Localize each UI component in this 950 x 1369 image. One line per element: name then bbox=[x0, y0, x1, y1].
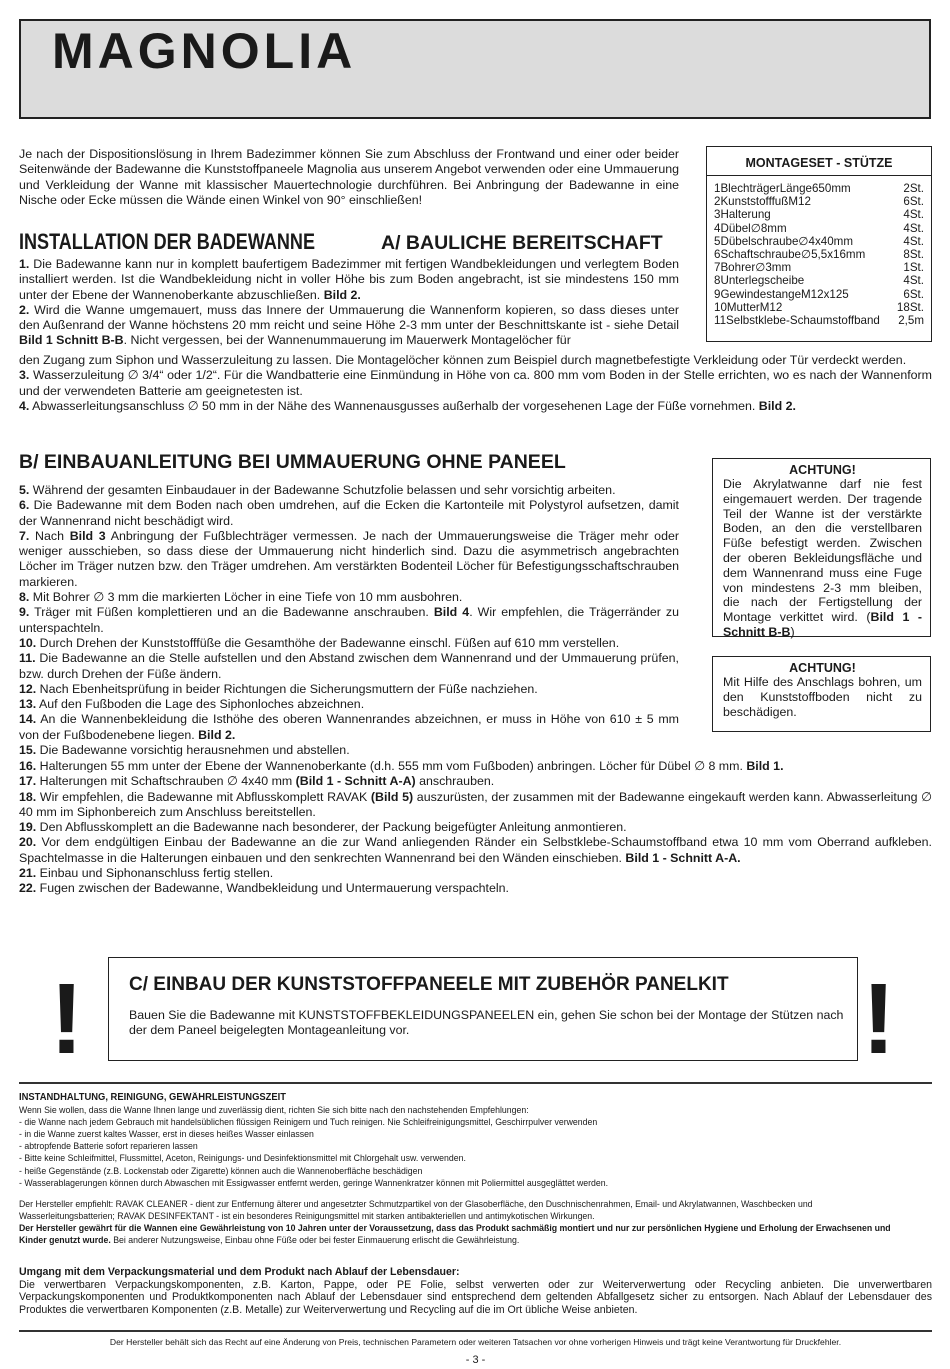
montageset-item-qty: 8St. bbox=[903, 248, 924, 262]
montageset-item bbox=[714, 261, 924, 274]
warning-title: ACHTUNG! bbox=[789, 661, 856, 675]
warranty-line-2 bbox=[19, 1234, 931, 1246]
step-text: Vor dem endgültigen Einbau der Badewanne an die zur Wand anliegenden Ränder ein Selbstklebe-Schaumstoffband etwa 10 mm vom Oberrand aufkleben. Spachtelmasse in die Halterungen einbauen und den senkrechten Wannenrand bei den Wänden einschieben. bbox=[19, 835, 932, 865]
montageset-item-name: 2KunststofffußM12 bbox=[714, 195, 811, 209]
warning-box-1 bbox=[712, 458, 931, 637]
step-text: Mit Bohrer ∅ 3 mm die markierten Löcher in eine Tiefe von 10 mm ausbohren. bbox=[29, 590, 463, 605]
montageset-item-qty: 6St. bbox=[903, 287, 924, 301]
maintenance-line: - die Wanne nach jedem Gebrauch mit handelsüblichen flüssigen Reinigern und Tuch reinigen. Nie Schleifreinigungsmittel, Geschirrpulver verwenden bbox=[19, 1117, 598, 1128]
maintenance-line: - abtropfende Batterie sofort reparieren lassen bbox=[19, 1141, 198, 1152]
page-number: - 3 - bbox=[465, 1354, 486, 1366]
step-number: 19. bbox=[19, 820, 37, 835]
paragraph-2 bbox=[19, 303, 679, 349]
step-number: 12. bbox=[19, 681, 37, 696]
step-19 bbox=[19, 820, 932, 835]
paragraph-text: . Nicht vergessen, bei der Wannenummauerung im Mauerwerk Montagelöcher für bbox=[123, 333, 571, 348]
section-b-body-full bbox=[19, 759, 932, 897]
paragraph-2-continued: den Zugang zum Siphon und Wasserzuleitung zu lassen. Die Montagelöcher können zum Beispiel durch magnetbefestigte Verkleidung oder Tür verdeckt werden. bbox=[19, 353, 907, 367]
footer-disclaimer: Der Hersteller behält sich das Recht auf eine Änderung von Preis, technischen Parametern oder weiteren Tatsachen vor ohne vorherigen Hinweis und trägt keine Verantwortung für Druckfehler. bbox=[109, 1337, 842, 1347]
step-number: 22. bbox=[19, 881, 37, 896]
step-text: Während der gesamten Einbaudauer in der Badewanne Schutzfolie belassen und sehr vorsichtig arbeiten. bbox=[29, 483, 616, 497]
step-number: 16. bbox=[19, 759, 37, 773]
paragraph-3 bbox=[19, 368, 932, 399]
section-b-body bbox=[19, 483, 679, 758]
warranty-line-1: Der Hersteller gewährt für die Wannen eine Gewährleistung von 10 Jahren unter der Voraussetzung, dass das Produkt sachmäßig montiert und nur zur persönlichen Hygiene und Erholung der Erwachsenen und bbox=[19, 1222, 891, 1233]
section-b-heading: B/ EINBAUANLEITUNG BEI UMMAUERUNG OHNE PANEEL bbox=[19, 451, 566, 473]
paragraph-text: Wird die Wanne umgemauert, muss das Innere der Ummauerung die Wannenform kopieren, so dass dieses unter den Außenrand der Wanne höchstens 20 mm reicht und seine Höhe 2-3 mm unter der Beschnittskante ist - siehe Detail bbox=[19, 302, 679, 333]
montageset-item bbox=[714, 235, 924, 248]
maintenance-line: - heiße Gegenstände (z.B. Lockenstab oder Zigarette) können auch die Wannenoberfläche beschädigen bbox=[19, 1165, 423, 1176]
figure-reference: Bild 1. bbox=[746, 759, 784, 773]
figure-reference: Bild 1 - Schnitt A-A. bbox=[625, 850, 741, 865]
step-number: 21. bbox=[19, 866, 37, 881]
step-number: 6. bbox=[19, 498, 30, 513]
section-a-heading: A/ BAULICHE BEREITSCHAFT bbox=[381, 232, 663, 254]
montageset-item-name: 10MutterM12 bbox=[714, 300, 783, 314]
warning-title: ACHTUNG! bbox=[789, 463, 856, 477]
paragraph-number: 1. bbox=[19, 257, 30, 271]
figure-reference: Bild 2. bbox=[758, 398, 796, 413]
section-a-body-full bbox=[19, 353, 932, 414]
step-20 bbox=[19, 835, 932, 866]
step-text: . Wir empfehlen, die Trägerränder zu unterspachteln. bbox=[19, 605, 679, 635]
step-text: An die Wannenbekleidung die Isthöhe des oberen Wannenrandes abzeichnen, er muss in Höhe von 610 ± 5 mm von der Fußbodenebene liegen. bbox=[19, 712, 679, 742]
maintenance-list bbox=[19, 1104, 932, 1189]
step-text: Nach bbox=[29, 528, 70, 543]
figure-reference: (Bild 5) bbox=[370, 789, 414, 804]
step-10 bbox=[19, 636, 679, 651]
montageset-item-qty: 4St. bbox=[903, 274, 924, 288]
step-number: 11. bbox=[19, 651, 36, 666]
maintenance-line: - in die Wanne zuerst kaltes Wasser, erst in dieses heißes Wasser einlassen bbox=[19, 1129, 314, 1140]
step-number: 14. bbox=[19, 712, 37, 727]
montageset-item-qty: 18St. bbox=[896, 300, 924, 314]
montageset-item-qty: 2St. bbox=[903, 182, 924, 195]
cleaner-line-1: Der Hersteller empfiehlt: RAVAK CLEANER - dient zur Entfernung älterer und angesetzter Schmutzpartikel von der Glasoberfläche, den Duschnischenrahmen, Email- und Akrylatwannen, Waschbecken und bbox=[19, 1198, 813, 1209]
montageset-item-name: 9GewindestangeM12x125 bbox=[714, 287, 849, 301]
step-text: Die Badewanne an die Stelle aufstellen und den Abstand zwischen dem Wannenrand und der Ummauerung prüfen, bzw. durch Drehen der Füße ändern. bbox=[19, 651, 679, 681]
step-8 bbox=[19, 590, 679, 605]
maintenance-heading: INSTANDHALTUNG, REINIGUNG, GEWÄHRLEISTUNGSZEIT bbox=[19, 1092, 287, 1103]
montageset-item-name: 7Bohrer∅3mm bbox=[714, 261, 792, 275]
step-6 bbox=[19, 498, 679, 529]
packaging-heading: Umgang mit dem Verpackungsmaterial und dem Produkt nach Ablauf der Lebensdauer: bbox=[19, 1266, 460, 1278]
step-22 bbox=[19, 881, 932, 896]
step-5 bbox=[19, 483, 679, 498]
step-number: 8. bbox=[19, 590, 30, 605]
warning-box-2 bbox=[712, 656, 931, 732]
step-number: 9. bbox=[19, 605, 30, 620]
montageset-title: MONTAGESET - STÜTZE bbox=[745, 156, 893, 170]
packaging-text: Die verwertbaren Verpackungskomponenten, z.B. Karton, Pappe, oder PE Folie, selbst verwerten oder zur Weiterverwertung oder Recycling anbieten. Die unverwertbaren Verpackungskomponenten und Produktkomponenten nach Ablauf der Lebensdauer sind entsprechend dem geltenden Abfallgesetz sicher zu entsorgen. Nach Ablauf der Lebensdauer des Produktes die verwertbaren Komponenten (z.B. Metalle) zur Weiterverwertung und Recycling auf die im Ort übliche Weise anbieten. bbox=[19, 1278, 932, 1316]
paragraph-text: Abwasserleitungsanschluss ∅ 50 mm in der Nähe des Wannenausgusses außerhalb der vorgesehenen Lage der Füße vornehmen. bbox=[29, 398, 759, 413]
exclamation-right-icon: ! bbox=[862, 963, 896, 1075]
step-number: 5. bbox=[19, 483, 30, 497]
step-21 bbox=[19, 866, 932, 881]
page-title: MAGNOLIA bbox=[52, 23, 357, 79]
step-12 bbox=[19, 682, 679, 697]
paragraph-text: Die Badewanne kann nur in komplett baufertigem Badezimmer mit fertigen Wandbekleidungen und verlegtem Boden installiert werden. Ist die Wandbekleidung nicht in voller Höhe bis zum Boden angebracht, ist sie mindestens 150 mm unter der Ebene der Wannenoberkante abzuschließen. bbox=[19, 257, 679, 302]
figure-reference: Bild 4 bbox=[433, 605, 470, 620]
warning-text-body: Die Akrylatwanne darf nie fest eingemauert werden. Der tragende Teil der Wanne ist der verstärkte Boden, an den die verstellbaren Füße befestigt werden. Zwischen der oberen Bekleidungsfläche und dem Wannenrand muss eine Fuge von mindestens 2-3 mm bleiben, die nach der Fertigstellung der Montage verkittet wird. ( bbox=[723, 477, 922, 625]
step-text: Fugen zwischen der Badewanne, Wandbekleidung und Untermauerung verspachteln. bbox=[36, 881, 509, 896]
montageset-item-name: 6Schaftschraube∅5,5x16mm bbox=[714, 248, 866, 262]
montageset-divider bbox=[707, 175, 931, 176]
maintenance-section bbox=[19, 1092, 932, 1246]
step-17 bbox=[19, 774, 932, 789]
warning-text: Mit Hilfe des Anschlags bohren, um den Kunststoffboden nicht zu beschädigen. bbox=[723, 675, 922, 719]
step-number: 13. bbox=[19, 697, 37, 712]
step-text: Durch Drehen der Kunststofffüße die Gesamthöhe der Badewanne einschl. Füßen auf 610 mm verstellen. bbox=[36, 635, 620, 650]
step-number: 10. bbox=[19, 635, 37, 650]
packaging-section bbox=[19, 1266, 932, 1316]
montageset-item-qty: 1St. bbox=[903, 261, 924, 275]
montageset-item bbox=[714, 195, 924, 208]
step-text: Halterungen 55 mm unter der Ebene der Wannenoberkante (d.h. 555 mm vom Fußboden) anbringen. Löcher für Dübel ∅ 8 mm. bbox=[36, 759, 747, 773]
maintenance-line: - Bitte keine Schleifmittel, Flussmittel, Aceton, Reinigungs- und Desinfektionsmittel mit Chlorgehalt usw. verwenden. bbox=[19, 1153, 466, 1164]
montageset-item-name: 5Dübelschraube∅4x40mm bbox=[714, 234, 853, 248]
figure-reference: Bild 2. bbox=[323, 287, 361, 302]
step-number: 17. bbox=[19, 774, 37, 789]
montageset-item-name: 11Selbstklebe-Schaumstoffband bbox=[714, 314, 880, 328]
figure-reference: Bild 1 Schnitt B-B bbox=[19, 333, 124, 348]
figure-reference: (Bild 1 - Schnitt A-A) bbox=[295, 774, 416, 789]
montageset-item-qty: 4St. bbox=[903, 208, 924, 222]
maintenance-line: - Wasserablagerungen können durch Abwaschen mit Essigwasser entfernt werden, geringe Wannenkratzer können mit Poliermittel ausgeglättet werden. bbox=[19, 1177, 609, 1188]
section-c-text: Bauen Sie die Badewanne mit KUNSTSTOFFBEKLEIDUNGSPANEELEN ein, gehen Sie schon bei der Montage der Stützen nach der dem Paneel beigelegten Montageanleitung vor. bbox=[129, 1008, 844, 1038]
step-number: 20. bbox=[19, 835, 37, 850]
step-7 bbox=[19, 529, 679, 590]
step-number: 18. bbox=[19, 789, 37, 804]
step-text: auszurüsten, der zusammen mit der Badewanne eingekauft werden kann. Abwasserleitung ∅ 40 mm im Siphonbereich zum Anschluss bereitstellen. bbox=[19, 789, 932, 819]
montageset-item-qty: 2,5m bbox=[898, 314, 924, 328]
section-c-box bbox=[108, 957, 858, 1061]
step-15 bbox=[19, 743, 679, 758]
paragraph-number: 4. bbox=[19, 398, 30, 413]
montageset-item-qty: 4St. bbox=[903, 221, 924, 235]
step-text: Nach Ebenheitsprüfung in beider Richtungen die Sicherungsmuttern der Füße nachziehen. bbox=[36, 681, 538, 696]
montageset-item-name: 3Halterung bbox=[714, 208, 771, 222]
montageset-item bbox=[714, 314, 924, 327]
exclamation-left-icon: ! bbox=[50, 963, 84, 1075]
step-text: Die Badewanne vorsichtig herausnehmen und abstellen. bbox=[36, 743, 350, 758]
step-11 bbox=[19, 651, 679, 682]
montageset-item bbox=[714, 248, 924, 261]
step-text: Anbringung der Fußblechträger vermessen. Je nach der Ummauerungsweise die Träger mehr oder weniger ausschieben, so dass diese der Ummauerung nicht hinderlich sind. Dazu die asymmetrisch angebrachten Löcher im Träger nutzen bzw. den Träger umdrehen. Am verstärkten Bodenteil Löcher für Befestigungsschaftschrauben markieren. bbox=[19, 528, 679, 589]
step-text: Halterungen mit Schaftschrauben ∅ 4x40 mm bbox=[36, 774, 296, 789]
montageset-item-name: 4Dübel∅8mm bbox=[714, 221, 787, 235]
intro-paragraph: Je nach der Dispositionslösung in Ihrem Badezimmer können Sie zum Abschluss der Frontwand und einer oder beider Seitenwände der Badewanne die Kunststoffpaneele Magnolia aus unserem Angebot verwenden oder eine Ummauerung und Verkleidung der Wanne mit klassischer Mauertechnologie durchführen. Bei Anbringung der Badewanne in eine Nische oder Ecke müssen die Wände einen Winkel von 90° einschließen! bbox=[19, 147, 679, 207]
installation-heading: INSTALLATION DER BADEWANNE bbox=[19, 229, 315, 254]
warning-text bbox=[723, 477, 922, 640]
step-16 bbox=[19, 759, 932, 774]
step-text: Die Badewanne mit dem Boden nach oben umdrehen, auf die Ecken die Kartonteile mit Polystyrol aufsetzen, damit der Wannenrand nicht beschädigt wird. bbox=[19, 498, 679, 528]
montageset-item-qty: 6St. bbox=[903, 195, 924, 209]
section-c-heading: C/ EINBAU DER KUNSTSTOFFPANEELE MIT ZUBEHÖR PANELKIT bbox=[129, 974, 729, 995]
montageset-item-qty: 4St. bbox=[903, 234, 924, 248]
step-text: Den Abflusskomplett an die Badewanne nach besonderer, der Packung beigefügter Anleitung anmontieren. bbox=[36, 820, 627, 835]
step-14 bbox=[19, 712, 679, 743]
step-number: 7. bbox=[19, 528, 30, 543]
montageset-box bbox=[706, 146, 932, 342]
maintenance-line: Wenn Sie wollen, dass die Wanne Ihnen lange und zuverlässig dient, richten Sie sich bitte nach den nachstehenden Empfehlungen: bbox=[19, 1105, 529, 1116]
step-text: anschrauben. bbox=[415, 774, 495, 789]
figure-reference: Bild 3 bbox=[69, 528, 106, 543]
step-9 bbox=[19, 605, 679, 636]
montageset-list bbox=[714, 182, 924, 327]
step-text: Auf den Fußboden die Lage des Siphonloches abzeichnen. bbox=[36, 697, 365, 712]
montageset-item-name: 1BlechträgerLänge650mm bbox=[714, 182, 851, 195]
step-18 bbox=[19, 790, 932, 821]
divider-top bbox=[19, 1082, 932, 1084]
figure-reference: Bild 1 - Schnitt B-B bbox=[723, 610, 922, 639]
warranty-text: Bei anderer Nutzungsweise, Einbau ohne Füße oder bei fester Einmauerung erlischt die Gewährleistung. bbox=[110, 1235, 520, 1246]
warranty-bold: Kinder genutzt wurde. bbox=[19, 1235, 111, 1246]
paragraph-number: 2. bbox=[19, 302, 30, 317]
divider-bottom bbox=[19, 1330, 932, 1332]
step-13 bbox=[19, 697, 679, 712]
figure-reference: Bild 2. bbox=[198, 727, 236, 742]
paragraph-1 bbox=[19, 257, 679, 303]
step-text: Einbau und Siphonanschluss fertig stellen. bbox=[36, 866, 274, 881]
paragraph-number: 3. bbox=[19, 368, 30, 383]
step-number: 15. bbox=[19, 743, 37, 758]
montageset-item bbox=[714, 288, 924, 301]
paragraph-4 bbox=[19, 399, 932, 414]
section-a-body bbox=[19, 257, 679, 349]
montageset-item bbox=[714, 301, 924, 314]
montageset-item bbox=[714, 182, 924, 195]
montageset-item bbox=[714, 208, 924, 221]
montageset-item-name: 8Unterlegscheibe bbox=[714, 274, 805, 288]
step-text: Wir empfehlen, die Badewanne mit Abflusskomplett RAVAK bbox=[36, 789, 371, 804]
paragraph-text: Wasserzuleitung ∅ 3/4“ oder 1/2“. Für die Wandbatterie eine Einmündung in Höhe von ca. 800 mm vom Boden in der Stelle errichten, wo es nach der Wannenform und der verwendeten Batterie am geeignetesten ist. bbox=[19, 368, 932, 398]
cleaner-line-2: Wasserleitungsbatterien; RAVAK DESINFEKTANT - ist ein besonderes Reinigungsmittel mit starken antibakteriellen und antimykotischen Wirkungen. bbox=[19, 1210, 595, 1221]
step-text: Träger mit Füßen komplettieren und an die Badewanne anschrauben. bbox=[29, 605, 434, 620]
warning-text-close: ) bbox=[790, 624, 795, 639]
montageset-item bbox=[714, 274, 924, 287]
montageset-item bbox=[714, 222, 924, 235]
